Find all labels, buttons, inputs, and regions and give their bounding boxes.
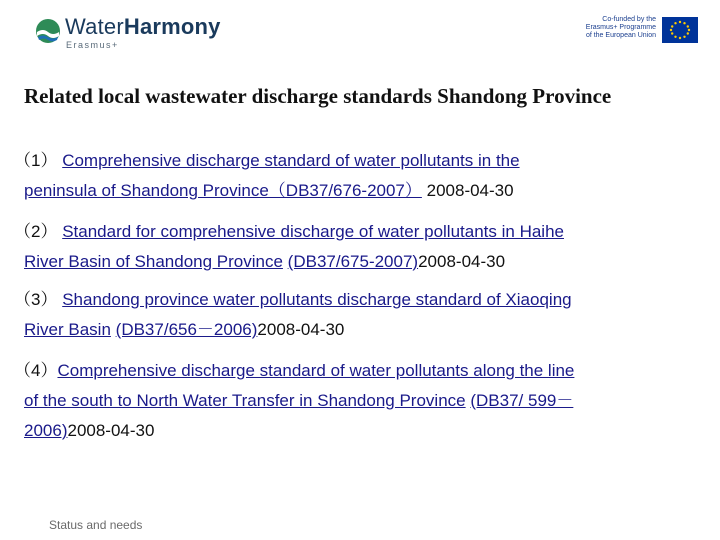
- standard-item-2: （2） Standard for comprehensive discharge of water pollutants in Haihe River Basin of Shandong Province (DB37/675-2007)2008-04-30: [14, 222, 564, 271]
- standard-link[interactable]: peninsula of Shandong Province（DB37/676-2007）: [24, 181, 422, 200]
- standard-item-1: （1） Comprehensive discharge standard of water pollutants in the peninsula of Shandong Province（DB37/676-2007） 2008-04-30: [14, 151, 520, 200]
- standard-link[interactable]: Comprehensive discharge standard of water pollutants along the line: [57, 361, 575, 380]
- standard-link[interactable]: River Basin of Shandong Province: [24, 252, 283, 271]
- standard-link[interactable]: Standard for comprehensive discharge of water pollutants in Haihe: [62, 222, 564, 241]
- brand-subtitle: Erasmus+: [66, 40, 119, 50]
- standard-code-link[interactable]: 2006): [24, 421, 68, 440]
- standard-link[interactable]: Shandong province water pollutants discharge standard of Xiaoqing: [62, 290, 572, 309]
- page-title: Related local wastewater discharge standards Shandong Province: [24, 84, 612, 108]
- standard-date: 2008-04-30: [418, 252, 506, 271]
- standard-item-3: （3） Shandong province water pollutants discharge standard of Xiaoqing River Basin (DB37/656－2006)2008-04-30: [14, 290, 572, 339]
- standard-date: 2008-04-30: [257, 320, 345, 339]
- standard-date: 2008-04-30: [426, 181, 514, 200]
- standard-code-link[interactable]: (DB37/675-2007): [287, 252, 419, 271]
- standard-link[interactable]: of the south to North Water Transfer in Shandong Province: [24, 391, 466, 410]
- water-harmony-logo: [35, 14, 225, 50]
- eu-flag-icon: [662, 17, 698, 43]
- standard-date: 2008-04-30: [67, 421, 155, 440]
- eu-cofunded-badge: [574, 16, 700, 50]
- water-drop-icon: [35, 16, 61, 46]
- standard-code-link[interactable]: (DB37/656－2006): [115, 320, 258, 339]
- eu-cofunded-text: Co-funded by the Erasmus+ Programme of the European Union: [585, 16, 656, 40]
- standard-code-link[interactable]: (DB37/ 599－: [470, 391, 574, 410]
- standard-item-4: （4）Comprehensive discharge standard of water pollutants along the line of the south to North Water Transfer in Shandong Province (DB37/ 599－ 2006)2008-04-30: [14, 361, 575, 440]
- standard-link[interactable]: River Basin: [24, 320, 111, 339]
- footer-text: Status and needs: [49, 518, 143, 532]
- standard-link[interactable]: Comprehensive discharge standard of water pollutants in the: [62, 151, 520, 170]
- brand-name: WaterHarmony: [65, 14, 221, 39]
